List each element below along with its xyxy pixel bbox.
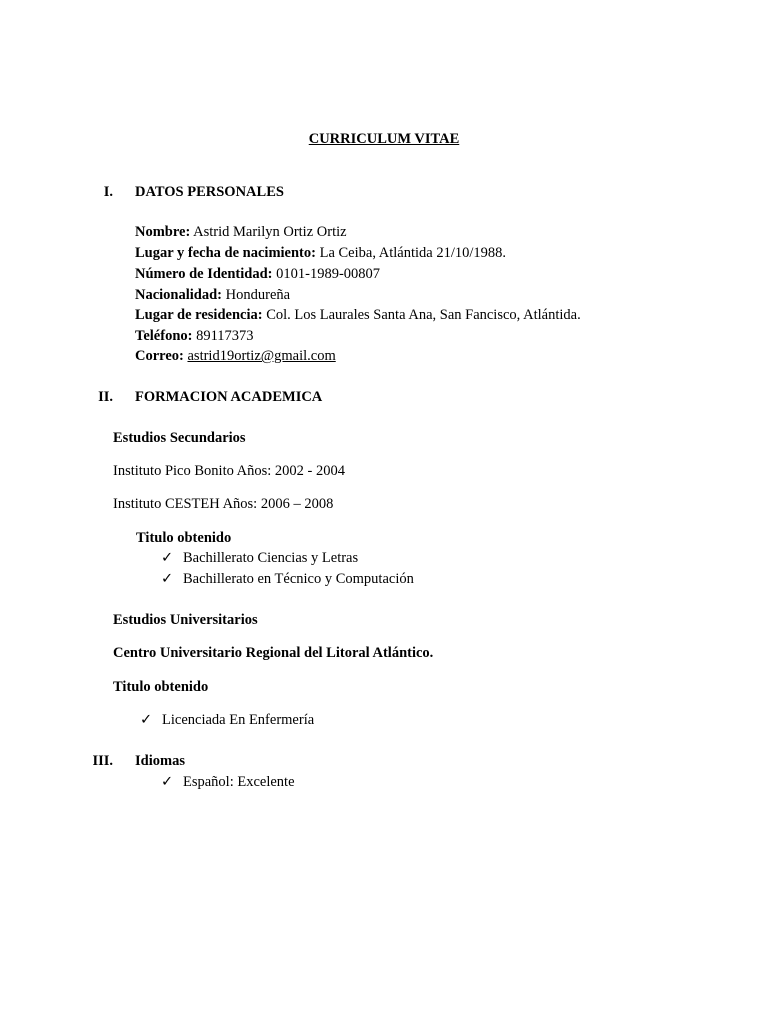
field-correo	[135, 347, 336, 365]
university-name: Centro Universitario Regional del Litoral Atlántico.	[113, 645, 434, 661]
field-label: Correo:	[135, 348, 184, 364]
list-item-text: Bachillerato en Técnico y Computación	[183, 571, 414, 587]
field-label: Número de Identidad:	[135, 266, 273, 282]
school-2: Instituto CESTEH Años: 2006 – 2008	[113, 496, 334, 512]
document-title: CURRICULUM VITAE	[308, 131, 460, 147]
school-1: Instituto Pico Bonito Años: 2002 - 2004	[113, 463, 346, 479]
field-label: Nombre:	[135, 224, 191, 240]
field-value: 89117373	[192, 328, 254, 344]
secundarios-heading: Estudios Secundarios	[113, 430, 246, 446]
universitarios-heading: Estudios Universitarios	[113, 612, 258, 628]
list-item-text: Español: Excelente	[183, 774, 295, 790]
titulo-obtenido-heading-2: Titulo obtenido	[113, 679, 209, 695]
field-label: Lugar y fecha de nacimiento:	[135, 245, 316, 261]
field-label: Teléfono:	[135, 328, 193, 344]
section-2-numeral: II.	[98, 389, 113, 405]
field-telefono	[135, 327, 254, 345]
section-1-numeral: I.	[103, 184, 113, 200]
list-item	[161, 549, 358, 567]
list-item-text: Bachillerato Ciencias y Letras	[183, 550, 359, 566]
field-label: Nacionalidad:	[135, 287, 223, 303]
field-value: Hondureña	[222, 287, 291, 303]
field-value: Col. Los Laurales Santa Ana, San Fancisco, Atlántida.	[262, 307, 581, 323]
checkmark-icon: ✓	[161, 774, 174, 790]
field-value: La Ceiba, Atlántida 21/10/1988.	[315, 245, 507, 261]
field-nacimiento	[135, 244, 506, 262]
field-label: Lugar de residencia:	[135, 307, 263, 323]
field-value: 0101-1989-00807	[272, 266, 381, 282]
list-item	[140, 711, 314, 729]
list-item	[161, 773, 295, 791]
field-nombre	[135, 223, 347, 241]
list-item-text: Licenciada En Enfermería	[162, 712, 315, 728]
field-residencia	[135, 306, 581, 324]
checkmark-icon: ✓	[161, 550, 174, 566]
checkmark-icon: ✓	[140, 712, 153, 728]
section-3-heading: Idiomas	[135, 753, 185, 769]
field-identidad	[135, 265, 380, 283]
list-item	[161, 570, 414, 588]
checkmark-icon: ✓	[161, 571, 174, 587]
titulo-obtenido-heading-1: Titulo obtenido	[136, 530, 232, 546]
section-3-numeral: III.	[92, 753, 113, 769]
section-1-heading: DATOS PERSONALES	[135, 184, 284, 200]
section-2-heading: FORMACION ACADEMICA	[135, 389, 323, 405]
field-nacionalidad	[135, 286, 290, 304]
email-link[interactable]: astrid19ortiz@gmail.com	[187, 348, 336, 364]
field-value: Astrid Marilyn Ortiz Ortiz	[190, 224, 347, 240]
